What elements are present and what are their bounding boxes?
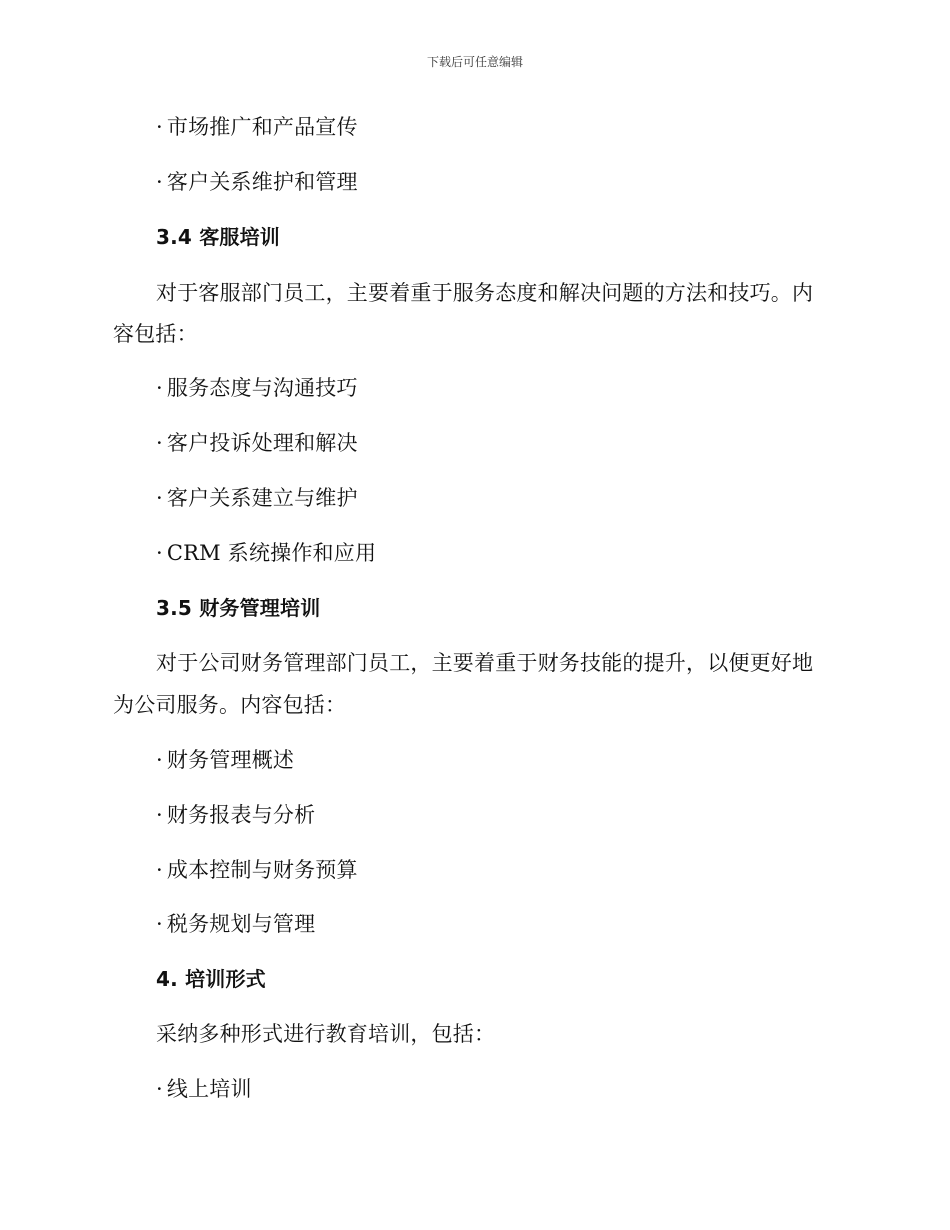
list-item <box>156 855 876 885</box>
bullet-icon: · <box>156 748 163 772</box>
section-heading-3-5: 3.5 财务管理培训 <box>156 596 321 620</box>
bullet-icon: · <box>156 541 163 565</box>
list-item-text: 市场推广和产品宣传 <box>166 115 358 139</box>
bullet-icon: · <box>156 431 163 455</box>
list-item <box>156 800 876 830</box>
list-item-text: 服务态度与沟通技巧 <box>166 376 358 400</box>
bullet-icon: · <box>156 486 163 510</box>
bullet-icon: · <box>156 912 163 936</box>
list-item-text: 客户投诉处理和解决 <box>166 431 358 455</box>
paragraph-line: 采纳多种形式进行教育培训，包括： <box>156 1022 496 1046</box>
section-heading-4: 4. 培训形式 <box>156 967 266 991</box>
list-item <box>156 538 876 568</box>
list-item <box>156 167 876 197</box>
list-item-text: 客户关系建立与维护 <box>166 486 358 510</box>
header-note: 下载后可任意编辑 <box>426 55 523 69</box>
bullet-icon: · <box>156 1077 163 1101</box>
list-item <box>156 373 876 403</box>
list-item <box>156 428 876 458</box>
paragraph-line: 容包括： <box>113 322 198 346</box>
list-item <box>156 909 876 939</box>
list-item-text: CRM 系统操作和应用 <box>166 541 377 565</box>
paragraph-line: 为公司服务。内容包括： <box>113 693 347 717</box>
section-heading-3-4: 3.4 客服培训 <box>156 225 280 249</box>
paragraph-line: 对于公司财务管理部门员工，主要着重于财务技能的提升，以便更好地 <box>156 651 814 675</box>
list-item <box>156 483 876 513</box>
list-item <box>156 1074 876 1104</box>
list-item-text: 财务报表与分析 <box>166 803 316 827</box>
list-item <box>156 745 876 775</box>
bullet-icon: · <box>156 376 163 400</box>
list-item-text: 财务管理概述 <box>166 748 295 772</box>
bullet-icon: · <box>156 115 163 139</box>
list-item <box>156 112 876 142</box>
list-item-text: 客户关系维护和管理 <box>166 170 358 194</box>
list-item-text: 线上培训 <box>166 1077 252 1101</box>
bullet-icon: · <box>156 858 163 882</box>
bullet-icon: · <box>156 803 163 827</box>
paragraph-line: 对于客服部门员工，主要着重于服务态度和解决问题的方法和技巧。内 <box>156 281 814 305</box>
list-item-text: 成本控制与财务预算 <box>166 858 358 882</box>
bullet-icon: · <box>156 170 163 194</box>
list-item-text: 税务规划与管理 <box>166 912 316 936</box>
